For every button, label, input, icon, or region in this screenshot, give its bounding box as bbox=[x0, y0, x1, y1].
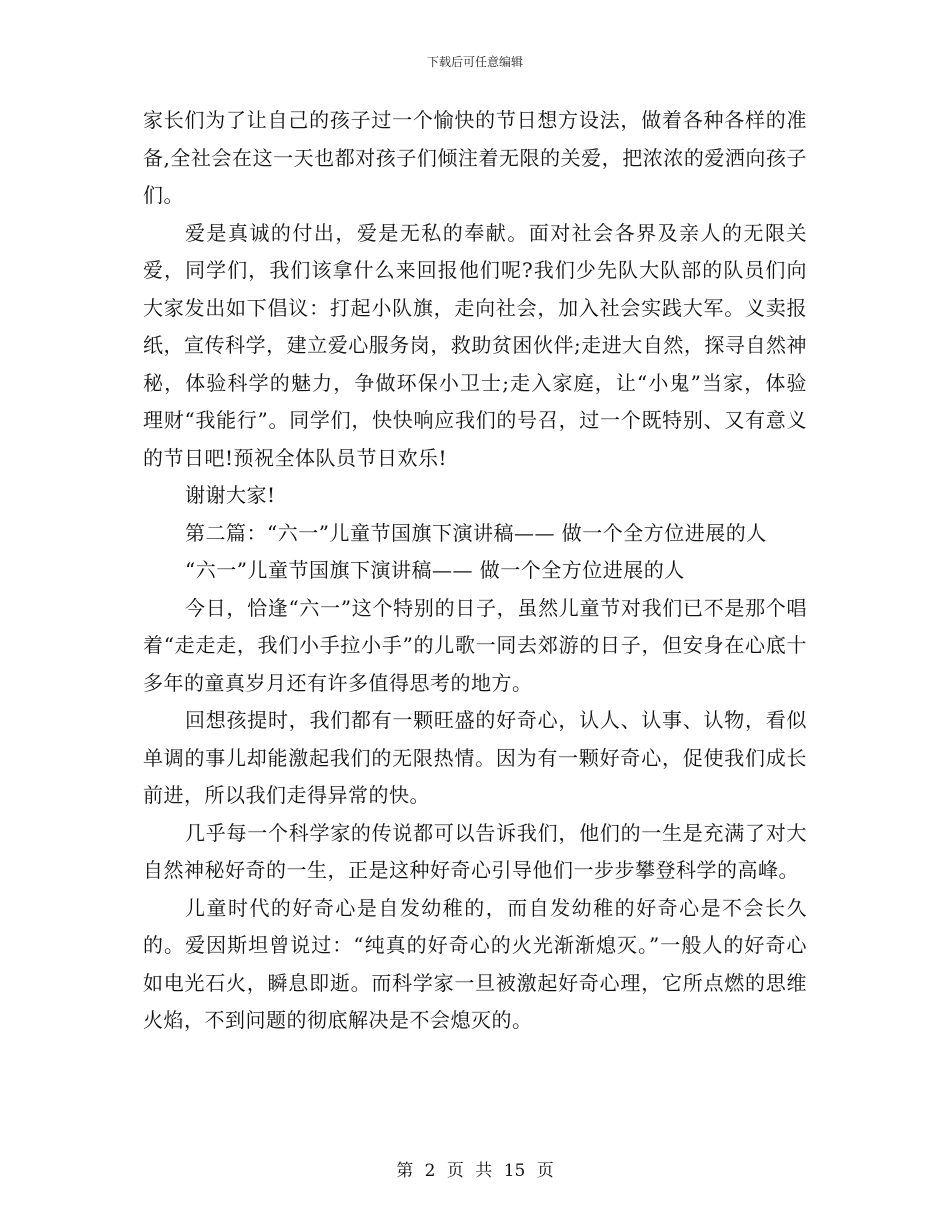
paragraph-intro: 今日，恰逢“六一”这个特别的日子，虽然儿童节对我们已不是那个唱着“走走走，我们小手拉小手”的儿歌一同去郊游的日子，但安身在心底十多年的童真岁月还有许多值得思考的地方。 bbox=[143, 595, 807, 695]
paragraph-scientists: 几乎每一个科学家的传说都可以告诉我们，他们的一生是充满了对大自然神秘好奇的一生，正是这种好奇心引导他们一步步攀登科学的高峰。 bbox=[143, 820, 807, 882]
paragraph-einstein: 儿童时代的好奇心是自发幼稚的，而自发幼稚的好奇心是不会长久的。爱因斯坦曾说过：“纯真的好奇心的火光渐渐熄灭。”一般人的好奇心如电光石火，瞬息即逝。而科学家一旦被激起好奇心理，它所点燃的思维火焰，不到问题的彻底解决是不会熄灭的。 bbox=[143, 895, 807, 1032]
paragraph-continuation: 家长们为了让自己的孩子过一个愉快的节日想方设法，做着各种各样的准备,全社会在这一天也都对孩子们倾注着无限的关爱，把浓浓的爱洒向孩子们。 bbox=[143, 108, 807, 207]
paragraph-proposal: 爱是真诚的付出，爱是无私的奉献。面对社会各界及亲人的无限关爱，同学们，我们该拿什么来回报他们呢?我们少先队大队部的队员们向大家发出如下倡议：打起小队旗，走向社会，加入社会实践大军。义卖报纸，宣传科学，建立爱心服务岗，救助贫困伙伴;走进大自然，探寻自然神秘，体验科学的魅力，争做环保小卫士;走入家庭，让“小鬼”当家，体验理财“我能行”。同学们，快快响应我们的号召，过一个既特别、又有意义的节日吧!预祝全体队员节日欢乐! bbox=[143, 220, 807, 470]
speech-title: “六一”儿童节国旗下演讲稿—— 做一个全方位进展的人 bbox=[185, 558, 685, 582]
paragraph-thanks: 谢谢大家! bbox=[185, 483, 276, 507]
header-note: 下载后可任意编辑 bbox=[426, 55, 523, 69]
document-body bbox=[143, 102, 807, 1040]
page-number: 第 2 页 共 15 页 bbox=[396, 1161, 554, 1181]
paragraph-curiosity: 回想孩提时，我们都有一颗旺盛的好奇心，认人、认事、认物，看似单调的事儿却能激起我们的无限热情。因为有一颗好奇心，促使我们成长前进，所以我们走得异常的快。 bbox=[143, 708, 807, 807]
section-heading: 第二篇：“六一”儿童节国旗下演讲稿—— 做一个全方位进展的人 bbox=[185, 520, 767, 545]
